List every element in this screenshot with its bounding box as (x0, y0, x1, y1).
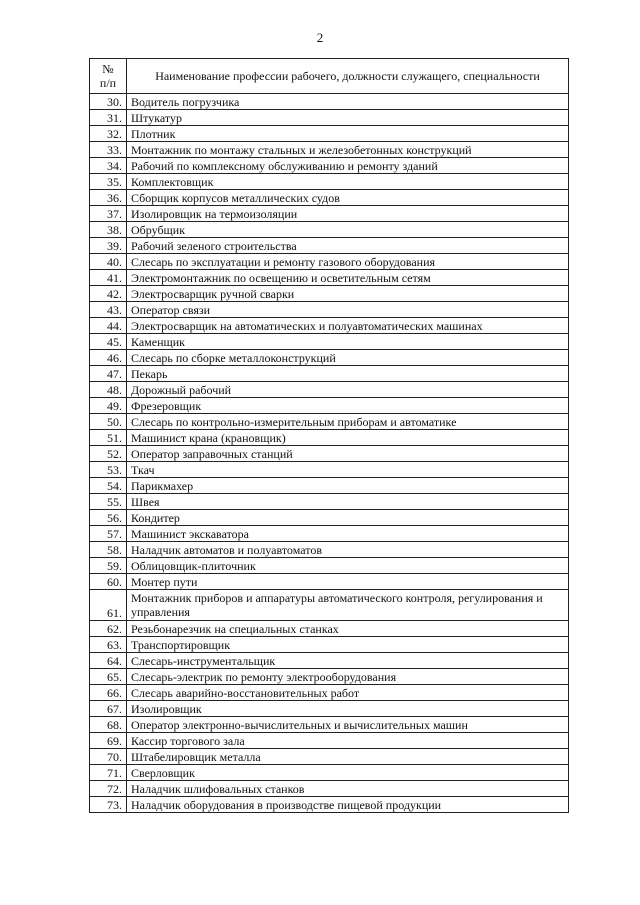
table-header-row (90, 59, 569, 94)
table-row (90, 318, 569, 334)
row-number: 48. (90, 382, 127, 398)
row-number: 37. (90, 206, 127, 222)
row-number: 31. (90, 110, 127, 126)
row-number: 54. (90, 478, 127, 494)
table-row (90, 286, 569, 302)
row-number: 33. (90, 142, 127, 158)
table-row (90, 749, 569, 765)
table-row (90, 94, 569, 110)
table-row (90, 158, 569, 174)
profession-name: Швея (127, 494, 569, 510)
profession-name: Кондитер (127, 510, 569, 526)
table-row (90, 590, 569, 621)
row-number: 61. (90, 590, 127, 621)
profession-name: Наладчик автоматов и полуавтоматов (127, 542, 569, 558)
table-row (90, 717, 569, 733)
table-row (90, 414, 569, 430)
table-row (90, 382, 569, 398)
table-row (90, 366, 569, 382)
row-number: 66. (90, 685, 127, 701)
table-row (90, 797, 569, 813)
profession-name: Слесарь по эксплуатации и ремонту газового оборудования (127, 254, 569, 270)
row-number: 72. (90, 781, 127, 797)
row-number: 73. (90, 797, 127, 813)
profession-name: Дорожный рабочий (127, 382, 569, 398)
row-number: 59. (90, 558, 127, 574)
row-number: 38. (90, 222, 127, 238)
row-number: 65. (90, 669, 127, 685)
table-row (90, 398, 569, 414)
table-row (90, 334, 569, 350)
table-row (90, 446, 569, 462)
row-number: 36. (90, 190, 127, 206)
profession-name: Машинист экскаватора (127, 526, 569, 542)
table-row (90, 110, 569, 126)
row-number: 41. (90, 270, 127, 286)
header-number (90, 59, 127, 94)
table-row (90, 733, 569, 749)
row-number: 34. (90, 158, 127, 174)
row-number: 50. (90, 414, 127, 430)
row-number: 60. (90, 574, 127, 590)
table-row (90, 685, 569, 701)
row-number: 46. (90, 350, 127, 366)
row-number: 47. (90, 366, 127, 382)
table-row (90, 222, 569, 238)
row-number: 39. (90, 238, 127, 254)
header-number-sign: № (102, 62, 114, 76)
professions-table (89, 58, 569, 813)
profession-name: Машинист крана (крановщик) (127, 430, 569, 446)
profession-name: Штукатур (127, 110, 569, 126)
profession-name: Ткач (127, 462, 569, 478)
table-row (90, 478, 569, 494)
profession-name: Слесарь по контрольно-измерительным приборам и автоматике (127, 414, 569, 430)
profession-name: Электросварщик на автоматических и полуавтоматических машинах (127, 318, 569, 334)
table-row (90, 526, 569, 542)
row-number: 49. (90, 398, 127, 414)
table-row (90, 669, 569, 685)
profession-name: Фрезеровщик (127, 398, 569, 414)
row-number: 56. (90, 510, 127, 526)
profession-name: Изолировщик на термоизоляции (127, 206, 569, 222)
profession-name: Оператор связи (127, 302, 569, 318)
profession-name: Слесарь-инструментальщик (127, 653, 569, 669)
profession-name: Резьбонарезчик на специальных станках (127, 621, 569, 637)
profession-name: Рабочий по комплексному обслуживанию и ремонту зданий (127, 158, 569, 174)
profession-name: Оператор заправочных станций (127, 446, 569, 462)
row-number: 53. (90, 462, 127, 478)
profession-name: Электромонтажник по освещению и осветительным сетям (127, 270, 569, 286)
row-number: 64. (90, 653, 127, 669)
table-body (90, 94, 569, 813)
profession-name: Транспортировщик (127, 637, 569, 653)
profession-name: Сверловщик (127, 765, 569, 781)
table-row (90, 350, 569, 366)
profession-name: Водитель погрузчика (127, 94, 569, 110)
profession-name: Обрубщик (127, 222, 569, 238)
table-row (90, 430, 569, 446)
table-row (90, 206, 569, 222)
row-number: 57. (90, 526, 127, 542)
table-row (90, 574, 569, 590)
profession-name: Комплектовщик (127, 174, 569, 190)
profession-name: Слесарь по сборке металлоконструкций (127, 350, 569, 366)
profession-name: Облицовщик-плиточник (127, 558, 569, 574)
header-number-abbr: п/п (99, 76, 117, 90)
profession-name: Штабелировщик металла (127, 749, 569, 765)
table-row (90, 190, 569, 206)
profession-name: Наладчик шлифовальных станков (127, 781, 569, 797)
profession-name: Изолировщик (127, 701, 569, 717)
table-row (90, 142, 569, 158)
row-number: 62. (90, 621, 127, 637)
row-number: 45. (90, 334, 127, 350)
row-number: 51. (90, 430, 127, 446)
row-number: 42. (90, 286, 127, 302)
table-row (90, 302, 569, 318)
row-number: 30. (90, 94, 127, 110)
profession-name: Монтер пути (127, 574, 569, 590)
row-number: 58. (90, 542, 127, 558)
profession-name: Парикмахер (127, 478, 569, 494)
table-row (90, 462, 569, 478)
table-row (90, 701, 569, 717)
table-row (90, 637, 569, 653)
table-row (90, 621, 569, 637)
table-row (90, 542, 569, 558)
profession-name: Электросварщик ручной сварки (127, 286, 569, 302)
row-number: 63. (90, 637, 127, 653)
row-number: 67. (90, 701, 127, 717)
profession-name: Наладчик оборудования в производстве пищевой продукции (127, 797, 569, 813)
profession-name: Кассир торгового зала (127, 733, 569, 749)
table-row (90, 494, 569, 510)
row-number: 44. (90, 318, 127, 334)
table-row (90, 126, 569, 142)
row-number: 68. (90, 717, 127, 733)
row-number: 35. (90, 174, 127, 190)
table-row (90, 238, 569, 254)
table-row (90, 781, 569, 797)
table-row (90, 558, 569, 574)
table-row (90, 254, 569, 270)
profession-name: Сборщик корпусов металлических судов (127, 190, 569, 206)
page-number: 2 (316, 30, 324, 45)
table-row (90, 653, 569, 669)
table-row (90, 174, 569, 190)
profession-name: Каменщик (127, 334, 569, 350)
profession-name: Рабочий зеленого строительства (127, 238, 569, 254)
profession-name: Оператор электронно-вычислительных и вычислительных машин (127, 717, 569, 733)
header-name: Наименование профессии рабочего, должности служащего, специальности (127, 59, 569, 94)
profession-name: Монтажник по монтажу стальных и железобетонных конструкций (127, 142, 569, 158)
profession-name: Слесарь аварийно-восстановительных работ (127, 685, 569, 701)
row-number: 32. (90, 126, 127, 142)
table-row (90, 270, 569, 286)
profession-name: Плотник (127, 126, 569, 142)
profession-name: Монтажник приборов и аппаратуры автоматического контроля, регулирования и управления (127, 590, 569, 621)
profession-name: Слесарь-электрик по ремонту электрооборудования (127, 669, 569, 685)
row-number: 69. (90, 733, 127, 749)
row-number: 43. (90, 302, 127, 318)
row-number: 52. (90, 446, 127, 462)
row-number: 55. (90, 494, 127, 510)
table-row (90, 510, 569, 526)
row-number: 40. (90, 254, 127, 270)
row-number: 71. (90, 765, 127, 781)
row-number: 70. (90, 749, 127, 765)
profession-name: Пекарь (127, 366, 569, 382)
table-row (90, 765, 569, 781)
